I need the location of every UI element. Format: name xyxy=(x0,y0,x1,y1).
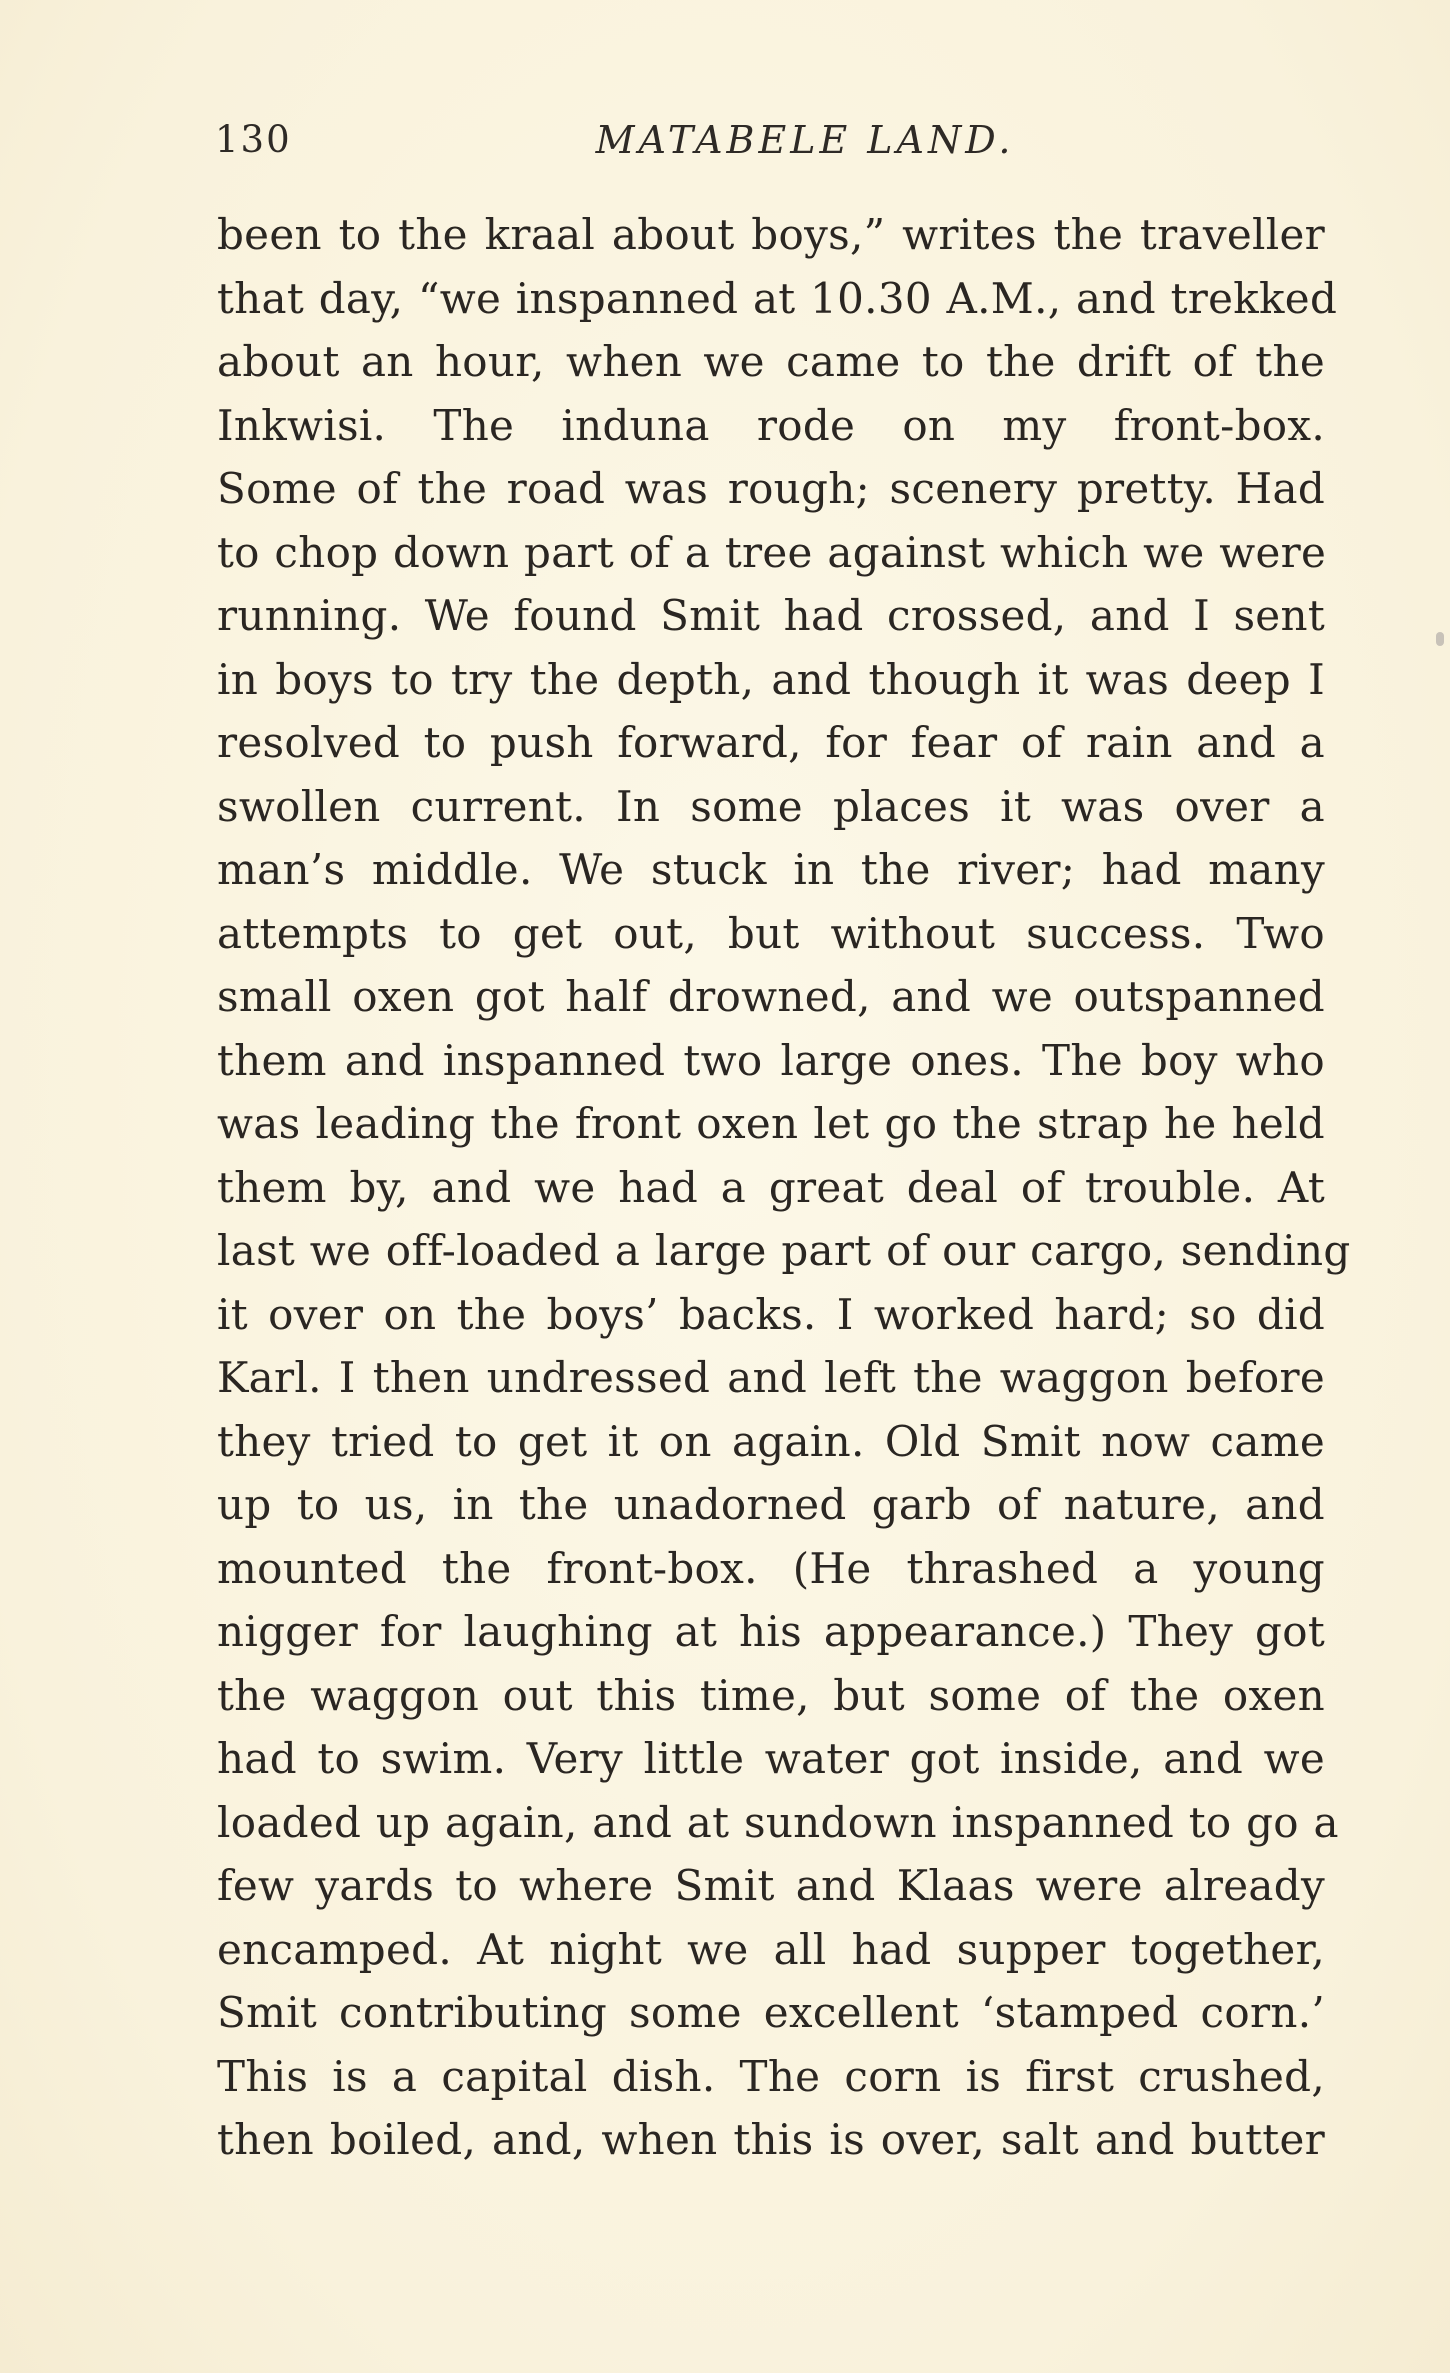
text-line: swollen current. In some places it was over a xyxy=(217,781,1325,831)
text-line: small oxen got half drowned, and we outspanned xyxy=(217,972,1325,1021)
text-line: Inkwisi. The induna rode on my front-box. xyxy=(217,400,1325,450)
text-line: Smit contributing some excellent ‘stamped corn.’ xyxy=(217,1988,1325,2037)
text-line: them by, and we had a great deal of trouble. At xyxy=(217,1162,1325,1212)
text-line: about an hour, when we came to the drift of the xyxy=(217,337,1325,386)
text-line: to chop down part of a tree against which we were xyxy=(217,527,1327,577)
text-line: resolved to push forward, for fear of rain and a xyxy=(217,718,1325,767)
page-number: 130 xyxy=(215,118,292,161)
text-line: was leading the front oxen let go the strap he held xyxy=(217,1099,1325,1148)
text-line: it over on the boys’ backs. I worked hard; so did xyxy=(217,1289,1325,1339)
text-line: running. We found Smit had crossed, and I sent xyxy=(217,591,1325,640)
text-line: mounted the front-box. (He thrashed a young xyxy=(217,1543,1325,1593)
text-line: last we off-loaded a large part of our cargo, sending xyxy=(217,1226,1351,1275)
text-line: encamped. At night we all had supper together, xyxy=(217,1924,1325,1974)
paper-speck xyxy=(1436,632,1444,646)
text-line: loaded up again, and at sundown inspanned to go a xyxy=(217,1797,1339,1847)
text-line: This is a capital dish. The corn is first crushed, xyxy=(217,2051,1325,2101)
text-line: in boys to try the depth, and though it was deep I xyxy=(217,654,1325,704)
text-line: they tried to get it on again. Old Smit now came xyxy=(217,1416,1325,1466)
text-line: them and inspanned two large ones. The boy who xyxy=(217,1035,1325,1085)
text-line: Karl. I then undressed and left the waggon before xyxy=(217,1353,1325,1402)
text-line: Some of the road was rough; scenery pretty. Had xyxy=(217,464,1325,513)
text-line: nigger for laughing at his appearance.) They got xyxy=(217,1607,1325,1656)
page-header xyxy=(215,118,1330,174)
running-title: MATABELE LAND. xyxy=(595,118,1015,162)
text-line: man’s middle. We stuck in the river; had many xyxy=(217,845,1325,894)
text-line: had to swim. Very little water got inside, and we xyxy=(217,1734,1325,1783)
text-line: been to the kraal about boys,” writes the traveller xyxy=(217,210,1325,259)
text-line: up to us, in the unadorned garb of nature, and xyxy=(217,1480,1325,1529)
text-line: attempts to get out, but without success. Two xyxy=(217,908,1325,958)
body-text xyxy=(217,203,1351,2172)
text-line: the waggon out this time, but some of the oxen xyxy=(217,1670,1325,1720)
text-line: that day, “we inspanned at 10.30 A.M., and trekked xyxy=(217,273,1338,323)
text-line: then boiled, and, when this is over, salt and butter xyxy=(217,2115,1325,2164)
text-line: few yards to where Smit and Klaas were already xyxy=(217,1861,1325,1910)
